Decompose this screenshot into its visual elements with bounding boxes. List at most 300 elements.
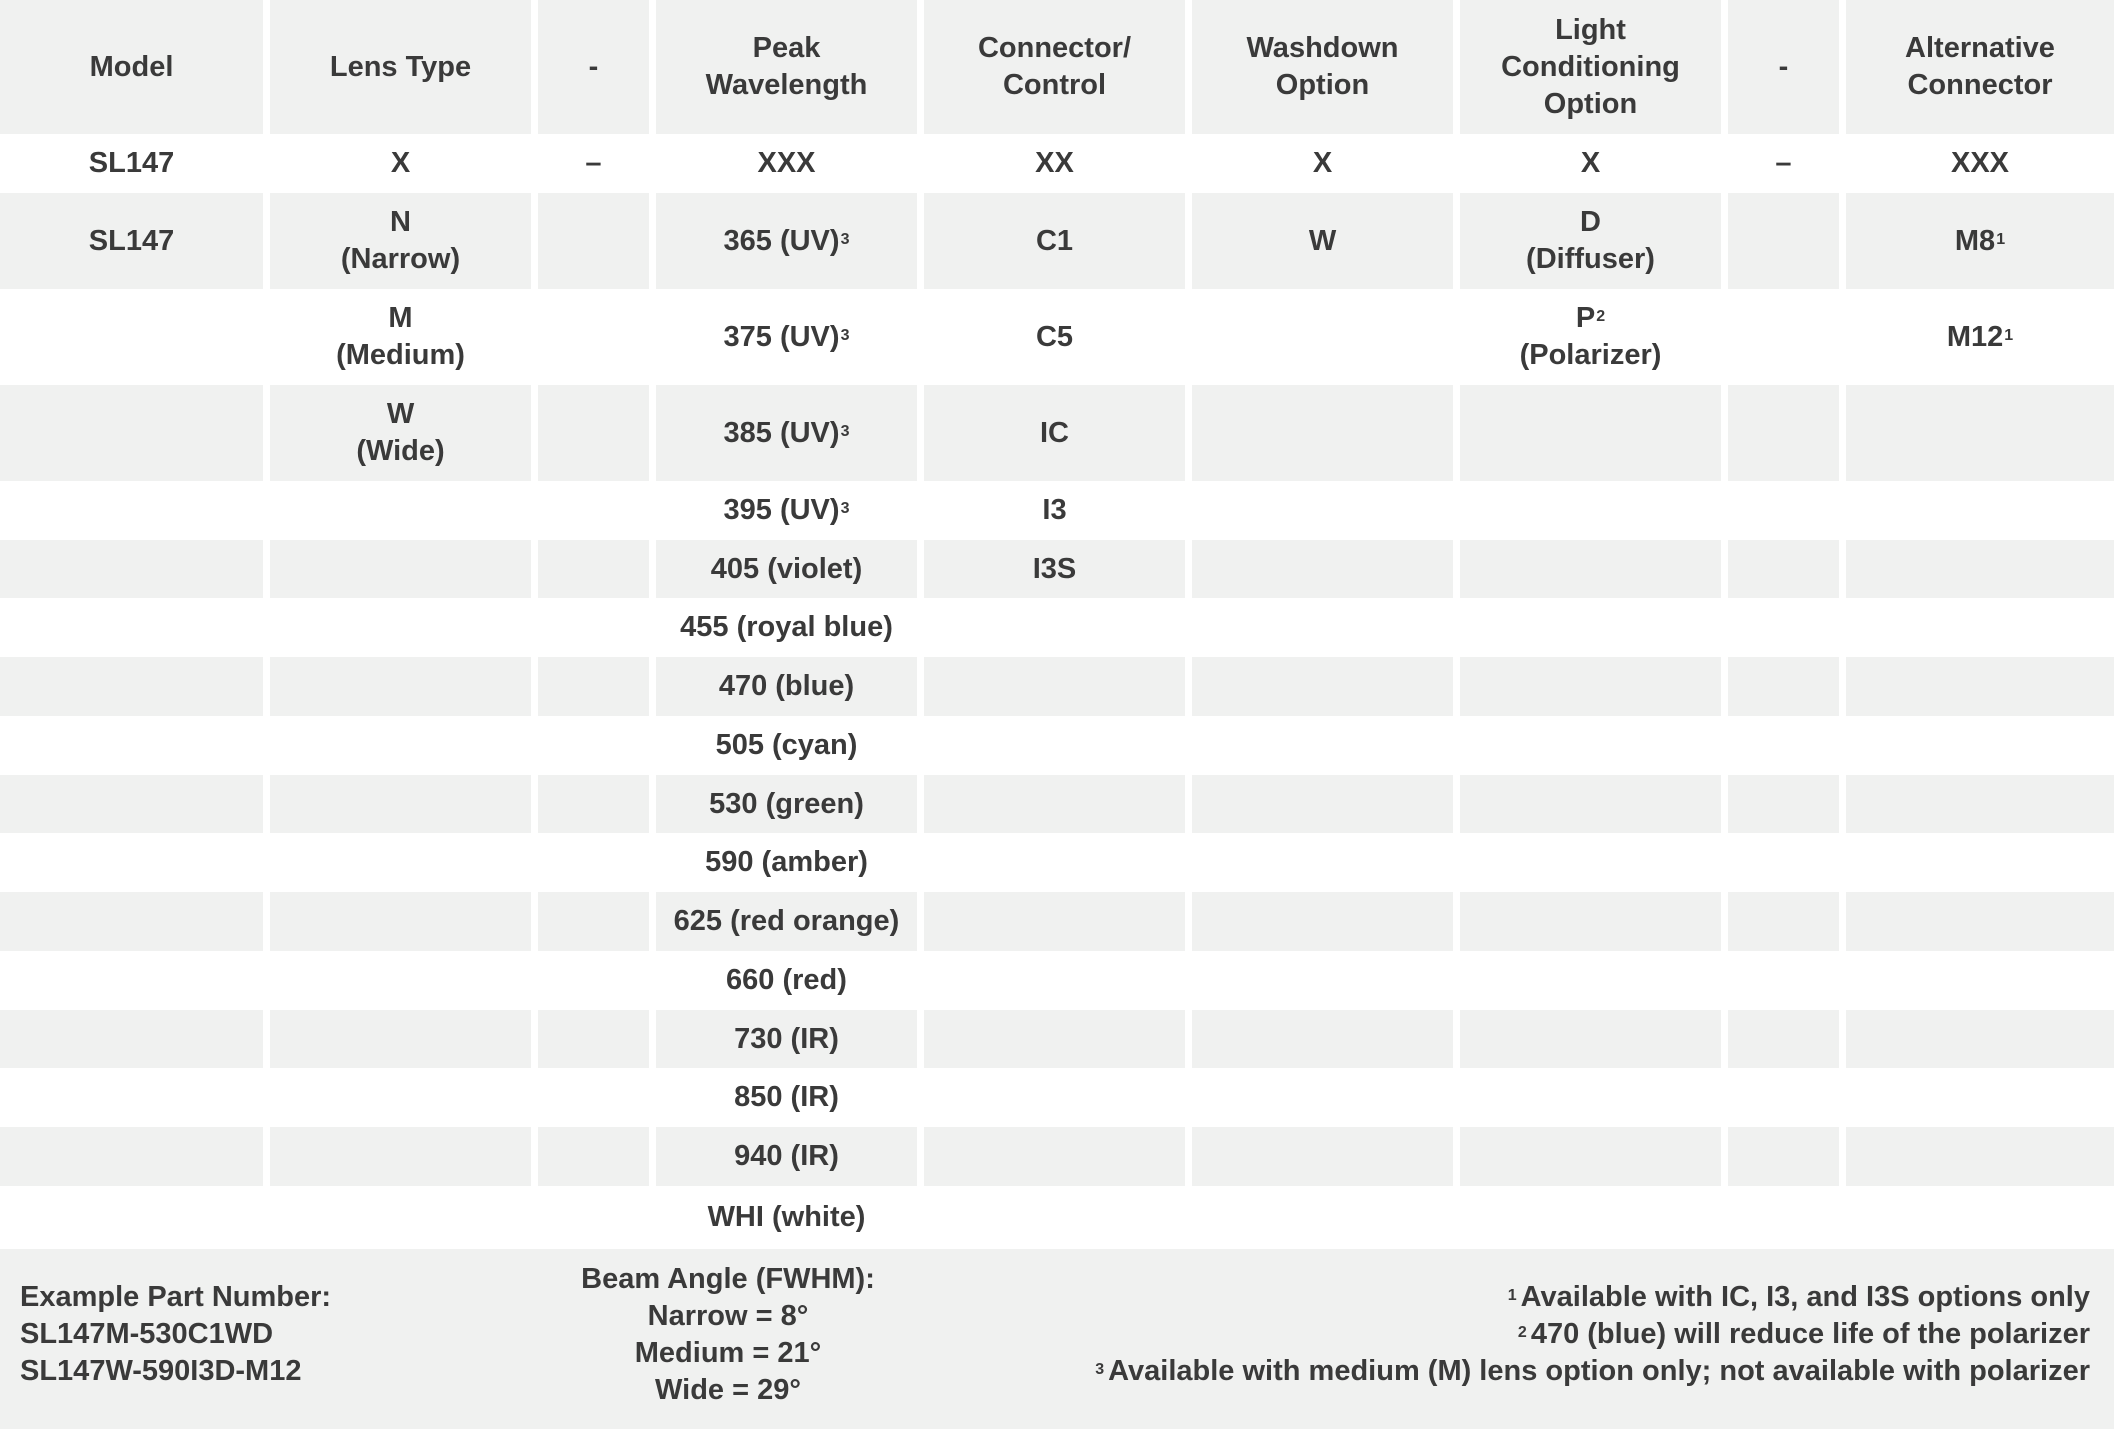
cell-alternative-connector <box>1846 1010 2114 1068</box>
cell-washdown-option <box>1192 540 1453 598</box>
header-text <box>1779 49 1789 86</box>
cell-content <box>1955 223 2005 260</box>
cell-light-conditioning-option <box>1460 1127 1721 1186</box>
cell-peak-wavelength <box>656 716 917 775</box>
table-row <box>0 833 2114 892</box>
cell-connector-control <box>924 1068 1185 1127</box>
cell-separator-1 <box>538 833 649 892</box>
cell-separator-1 <box>538 598 649 657</box>
cell-line: - <box>1778 50 1789 83</box>
cell-light-conditioning-option <box>1460 385 1721 481</box>
cell-connector-control <box>924 598 1185 657</box>
cell-separator-2 <box>1728 598 1839 657</box>
cell-separator-2 <box>1728 1127 1839 1186</box>
cell-connector-control <box>924 892 1185 951</box>
header-peak-wavelength <box>656 0 917 134</box>
cell-lens-type <box>270 540 531 598</box>
cell-peak-wavelength <box>656 598 917 657</box>
cell-value: 530 (green) <box>709 787 864 820</box>
table-row <box>0 540 2114 598</box>
cell-separator-2 <box>1728 289 1839 385</box>
cell-model <box>0 775 263 833</box>
footnote-marker: 1 <box>2004 326 2014 344</box>
cell-separator-2 <box>1728 833 1839 892</box>
cell-separator-1 <box>538 657 649 716</box>
cell-separator-2 <box>1728 775 1839 833</box>
header-row <box>0 0 2114 134</box>
cell-light-conditioning-option <box>1460 1010 1721 1068</box>
cell-light-conditioning-option <box>1460 598 1721 657</box>
cell-alternative-connector <box>1846 1127 2114 1186</box>
header-separator-1 <box>538 0 649 134</box>
cell-peak-wavelength <box>656 1127 917 1186</box>
cell-separator-1 <box>538 1186 649 1249</box>
footnote-3-number: 3 <box>1095 1361 1105 1378</box>
cell-light-conditioning-option <box>1460 1068 1721 1127</box>
code-connector-control: XX <box>1035 147 1074 179</box>
cell-value: N <box>390 206 411 238</box>
cell-line: Wavelength <box>705 69 868 101</box>
cell-light-conditioning-option <box>1460 193 1721 289</box>
cell-light-conditioning-option <box>1460 892 1721 951</box>
cell-value: 505 (cyan) <box>715 729 858 761</box>
header-alternative-connector <box>1846 0 2114 134</box>
header-model <box>0 0 263 134</box>
cell-peak-wavelength <box>656 193 917 289</box>
cell-value: M12 <box>1946 320 2004 353</box>
cell-alternative-connector <box>1846 193 2114 289</box>
cell-connector-control <box>924 289 1185 385</box>
example-part-2: SL147W-590I3D-M12 <box>20 1355 302 1387</box>
cell-separator-2 <box>1728 385 1839 481</box>
beam-wide: Wide = 29° <box>655 1374 801 1406</box>
table-row <box>0 892 2114 951</box>
cell-content <box>708 1199 866 1236</box>
code-alternative-connector: XXX <box>1950 147 2010 179</box>
cell-connector-control <box>924 1010 1185 1068</box>
cell-text <box>89 223 174 260</box>
footnote-1 <box>1095 1279 2090 1316</box>
table-row <box>0 775 2114 833</box>
cell-value: 385 (UV) <box>723 416 840 449</box>
cell-text <box>705 844 868 881</box>
cell-separator-2 <box>1728 951 1839 1010</box>
cell-content <box>341 204 460 278</box>
cell-lens-type <box>270 193 531 289</box>
cell-line: Light <box>1555 13 1626 46</box>
cell-alternative-connector <box>1846 598 2114 657</box>
cell-content <box>680 609 893 646</box>
code-model: SL147 <box>88 147 175 179</box>
cell-content <box>1042 492 1066 529</box>
cell-lens-type <box>270 385 531 481</box>
cell-text <box>1033 551 1077 588</box>
cell-value: (Medium) <box>336 339 465 371</box>
cell-connector-control <box>924 951 1185 1010</box>
cell-model <box>0 1068 263 1127</box>
cell-line: Option <box>1543 87 1638 120</box>
table-row <box>0 1127 2114 1186</box>
cell-content <box>711 551 863 588</box>
code-row <box>0 134 2114 193</box>
cell-model <box>0 481 263 540</box>
cell-separator-2 <box>1728 1010 1839 1068</box>
footnote-marker: 3 <box>840 326 850 344</box>
table-footer <box>0 1249 2114 1429</box>
cell-alternative-connector <box>1846 775 2114 833</box>
cell-connector-control <box>924 716 1185 775</box>
cell-text <box>708 1199 866 1236</box>
footnote-marker: 3 <box>840 500 850 517</box>
cell-text <box>724 492 850 529</box>
cell-model <box>0 540 263 598</box>
cell-connector-control <box>924 193 1185 289</box>
cell-value: D <box>1580 206 1601 238</box>
cell-content <box>356 396 444 470</box>
beam-angle-info <box>528 1261 928 1409</box>
cell-alternative-connector <box>1846 1068 2114 1127</box>
footnote-3 <box>1095 1353 2090 1390</box>
cell-content <box>734 1138 839 1175</box>
table-row <box>0 951 2114 1010</box>
header-washdown-option <box>1192 0 1453 134</box>
cell-content <box>724 223 850 260</box>
footnote-3-text: Available with medium (M) lens option only; not available with polarizer <box>1108 1355 2090 1387</box>
cell-alternative-connector <box>1846 1186 2114 1249</box>
cell-peak-wavelength <box>656 1010 917 1068</box>
cell-peak-wavelength <box>656 289 917 385</box>
cell-connector-control <box>924 385 1185 481</box>
cell-value: W <box>1308 224 1337 257</box>
example-part-numbers <box>20 1279 331 1390</box>
cell-content <box>1036 223 1073 260</box>
cell-text <box>724 415 850 452</box>
cell-value: M <box>388 302 413 334</box>
cell-separator-2 <box>1728 892 1839 951</box>
cell-alternative-connector <box>1846 833 2114 892</box>
cell-model <box>0 385 263 481</box>
cell-peak-wavelength <box>656 657 917 716</box>
footnote-2-text: 470 (blue) will reduce life of the polarizer <box>1530 1318 2090 1350</box>
table-row <box>0 1068 2114 1127</box>
cell-light-conditioning-option <box>1460 951 1721 1010</box>
table-row <box>0 289 2114 385</box>
cell-text <box>724 223 850 260</box>
cell-separator-1 <box>538 951 649 1010</box>
table-row <box>0 193 2114 289</box>
cell-peak-wavelength <box>656 385 917 481</box>
cell-light-conditioning-option <box>1460 481 1721 540</box>
cell-alternative-connector <box>1846 951 2114 1010</box>
cell-content <box>734 1079 839 1116</box>
cell-text <box>674 903 900 940</box>
cell-value: WHI (white) <box>707 1201 866 1233</box>
cell-separator-1 <box>538 716 649 775</box>
cell-content <box>1520 300 1662 374</box>
cell-washdown-option <box>1192 892 1453 951</box>
cell-separator-2 <box>1728 1068 1839 1127</box>
cell-separator-1 <box>538 1127 649 1186</box>
cell-separator-1 <box>538 385 649 481</box>
cell-separator-1 <box>538 892 649 951</box>
header-connector-control <box>924 0 1185 134</box>
cell-washdown-option <box>1192 193 1453 289</box>
cell-text <box>709 786 864 823</box>
cell-line: Option <box>1275 69 1370 101</box>
cell-peak-wavelength <box>656 540 917 598</box>
cell-peak-wavelength <box>656 481 917 540</box>
beam-narrow: Narrow = 8° <box>647 1300 809 1332</box>
cell-line: Washdown <box>1246 32 1399 64</box>
cell-value: 940 (IR) <box>734 1140 839 1172</box>
cell-model <box>0 1186 263 1249</box>
cell-light-conditioning-option <box>1460 775 1721 833</box>
cell-content <box>1526 204 1655 278</box>
cell-peak-wavelength <box>656 775 917 833</box>
cell-content <box>724 319 850 356</box>
cell-text <box>1526 241 1655 278</box>
header-text <box>589 49 599 86</box>
cell-content <box>734 1021 839 1058</box>
cell-lens-type <box>270 657 531 716</box>
header-text <box>1247 30 1399 104</box>
cell-lens-type <box>270 289 531 385</box>
cell-value: M8 <box>1954 224 1996 257</box>
cell-separator-2 <box>1728 1186 1839 1249</box>
header-text <box>330 49 471 86</box>
cell-value: 730 (IR) <box>734 1022 839 1055</box>
cell-model <box>0 892 263 951</box>
cell-line: Peak <box>752 32 821 64</box>
cell-separator-1 <box>538 1010 649 1068</box>
cell-value: IC <box>1040 416 1069 449</box>
cell-separator-2 <box>1728 540 1839 598</box>
cell-value: I3 <box>1042 494 1067 526</box>
cell-separator-2 <box>1728 481 1839 540</box>
cell-value: C5 <box>1035 320 1074 353</box>
header-light-conditioning-option <box>1460 0 1721 134</box>
cell-line: - <box>588 50 599 83</box>
table-row <box>0 1010 2114 1068</box>
example-label: Example Part Number: <box>20 1281 332 1313</box>
footnote-1-number: 1 <box>1507 1287 1517 1304</box>
cell-value: (Narrow) <box>340 243 461 275</box>
cell-text <box>719 668 854 705</box>
table-row <box>0 1186 2114 1249</box>
cell-separator-1 <box>538 481 649 540</box>
cell-washdown-option <box>1192 598 1453 657</box>
cell-text <box>1036 319 1073 356</box>
cell-text <box>1309 223 1336 260</box>
code-light-conditioning-option: X <box>1580 147 1601 179</box>
cell-content <box>726 962 847 999</box>
cell-content <box>719 668 854 705</box>
cell-value: 375 (UV) <box>723 320 840 353</box>
cell-value: (Wide) <box>356 435 445 467</box>
cell-model <box>0 716 263 775</box>
cell-peak-wavelength <box>656 1068 917 1127</box>
cell-value: 395 (UV) <box>723 494 840 526</box>
cell-value: I3S <box>1032 552 1077 585</box>
cell-text <box>680 609 893 646</box>
cell-content <box>1947 319 2013 356</box>
cell-text <box>1036 223 1073 260</box>
cell-text <box>1520 300 1662 337</box>
cell-washdown-option <box>1192 1068 1453 1127</box>
cell-washdown-option <box>1192 1010 1453 1068</box>
cell-lens-type <box>270 775 531 833</box>
cell-value: C1 <box>1035 224 1074 257</box>
cell-content <box>724 492 850 529</box>
beam-angle-title: Beam Angle (FWHM): <box>581 1263 875 1295</box>
cell-light-conditioning-option <box>1460 1186 1721 1249</box>
cell-connector-control <box>924 1127 1185 1186</box>
cell-line: Alternative <box>1905 32 2055 64</box>
cell-peak-wavelength <box>656 951 917 1010</box>
cell-alternative-connector <box>1846 540 2114 598</box>
code-separator-2: – <box>1775 147 1792 179</box>
cell-text <box>1526 204 1655 241</box>
cell-separator-1 <box>538 289 649 385</box>
cell-content <box>89 223 174 260</box>
header-lens-type <box>270 0 531 134</box>
code-separator-1: – <box>585 147 602 179</box>
footnote-marker: 1 <box>1996 230 2006 248</box>
cell-alternative-connector <box>1846 657 2114 716</box>
cell-separator-2 <box>1728 657 1839 716</box>
cell-alternative-connector <box>1846 289 2114 385</box>
cell-model <box>0 1010 263 1068</box>
cell-text <box>711 551 863 588</box>
cell-value: 455 (royal blue) <box>680 611 893 643</box>
beam-medium: Medium = 21° <box>634 1337 822 1369</box>
cell-text <box>734 1021 839 1058</box>
cell-connector-control <box>924 833 1185 892</box>
cell-subtext: (Polarizer) <box>1519 339 1662 371</box>
cell-content <box>705 844 868 881</box>
cell-text <box>1042 492 1066 529</box>
cell-washdown-option <box>1192 1186 1453 1249</box>
cell-peak-wavelength <box>656 1186 917 1249</box>
cell-content <box>1033 551 1077 588</box>
cell-text <box>734 1138 839 1175</box>
cell-washdown-option <box>1192 833 1453 892</box>
cell-light-conditioning-option <box>1460 657 1721 716</box>
cell-connector-control <box>924 775 1185 833</box>
code-peak-wavelength: XXX <box>757 147 816 179</box>
cell-model <box>0 833 263 892</box>
footnotes <box>1095 1279 2090 1390</box>
footnote-2-number: 2 <box>1517 1324 1527 1341</box>
cell-lens-type <box>270 833 531 892</box>
cell-model <box>0 657 263 716</box>
table-row <box>0 657 2114 716</box>
cell-connector-control <box>924 481 1185 540</box>
cell-lens-type <box>270 1127 531 1186</box>
cell-text <box>1040 415 1069 452</box>
footnote-marker: 3 <box>840 230 850 248</box>
cell-separator-2 <box>1728 193 1839 289</box>
cell-text <box>336 300 465 337</box>
cell-text <box>724 319 850 356</box>
cell-value: (Diffuser) <box>1526 243 1655 275</box>
cell-model <box>0 289 263 385</box>
table-row <box>0 598 2114 657</box>
cell-model <box>0 951 263 1010</box>
header-text <box>1905 30 2055 104</box>
cell-alternative-connector <box>1846 892 2114 951</box>
cell-text <box>716 727 858 764</box>
cell-content <box>709 786 864 823</box>
cell-lens-type <box>270 716 531 775</box>
cell-value: 850 (IR) <box>734 1081 839 1113</box>
header-separator-2 <box>1728 0 1839 134</box>
cell-value: 470 (blue) <box>718 670 855 702</box>
table-row <box>0 385 2114 481</box>
header-text <box>1501 12 1680 123</box>
table-row <box>0 716 2114 775</box>
header-text <box>978 30 1131 104</box>
cell-peak-wavelength <box>656 833 917 892</box>
cell-value: W <box>386 398 415 430</box>
cell-text <box>356 433 444 470</box>
cell-alternative-connector <box>1846 481 2114 540</box>
code-lens-type: X <box>390 147 411 179</box>
cell-line: Control <box>1002 69 1107 101</box>
cell-washdown-option <box>1192 775 1453 833</box>
footnote-1-text: Available with IC, I3, and I3S options only <box>1520 1281 2090 1313</box>
footnote-marker: 3 <box>840 422 850 440</box>
cell-model <box>0 598 263 657</box>
cell-line: Model <box>89 50 174 83</box>
cell-text <box>1955 223 2005 260</box>
cell-line: Connector/ <box>977 32 1132 64</box>
cell-washdown-option <box>1192 385 1453 481</box>
footnote-2 <box>1095 1316 2090 1353</box>
cell-connector-control <box>924 540 1185 598</box>
cell-light-conditioning-option <box>1460 289 1721 385</box>
cell-lens-type <box>270 1068 531 1127</box>
cell-text <box>341 204 460 241</box>
cell-value: 660 (red) <box>726 964 847 996</box>
cell-separator-1 <box>538 1068 649 1127</box>
table-row <box>0 481 2114 540</box>
cell-text <box>726 962 847 999</box>
cell-content <box>1309 223 1336 260</box>
example-part-1: SL147M-530C1WD <box>20 1318 274 1350</box>
cell-alternative-connector <box>1846 716 2114 775</box>
cell-separator-2 <box>1728 716 1839 775</box>
cell-light-conditioning-option <box>1460 540 1721 598</box>
cell-line: Connector <box>1907 69 2053 101</box>
cell-value: 590 (amber) <box>705 846 868 878</box>
cell-lens-type <box>270 1010 531 1068</box>
cell-text <box>341 241 460 278</box>
cell-content <box>716 727 858 764</box>
cell-content <box>674 903 900 940</box>
cell-value: P <box>1575 302 1596 334</box>
cell-text <box>1947 319 2013 356</box>
cell-model <box>0 193 263 289</box>
cell-washdown-option <box>1192 289 1453 385</box>
cell-content <box>336 300 465 374</box>
cell-lens-type <box>270 1186 531 1249</box>
cell-light-conditioning-option <box>1460 716 1721 775</box>
cell-value: 625 (red orange) <box>673 905 900 937</box>
cell-connector-control <box>924 1186 1185 1249</box>
cell-content <box>1040 415 1069 452</box>
cell-value: SL147 <box>88 224 175 257</box>
